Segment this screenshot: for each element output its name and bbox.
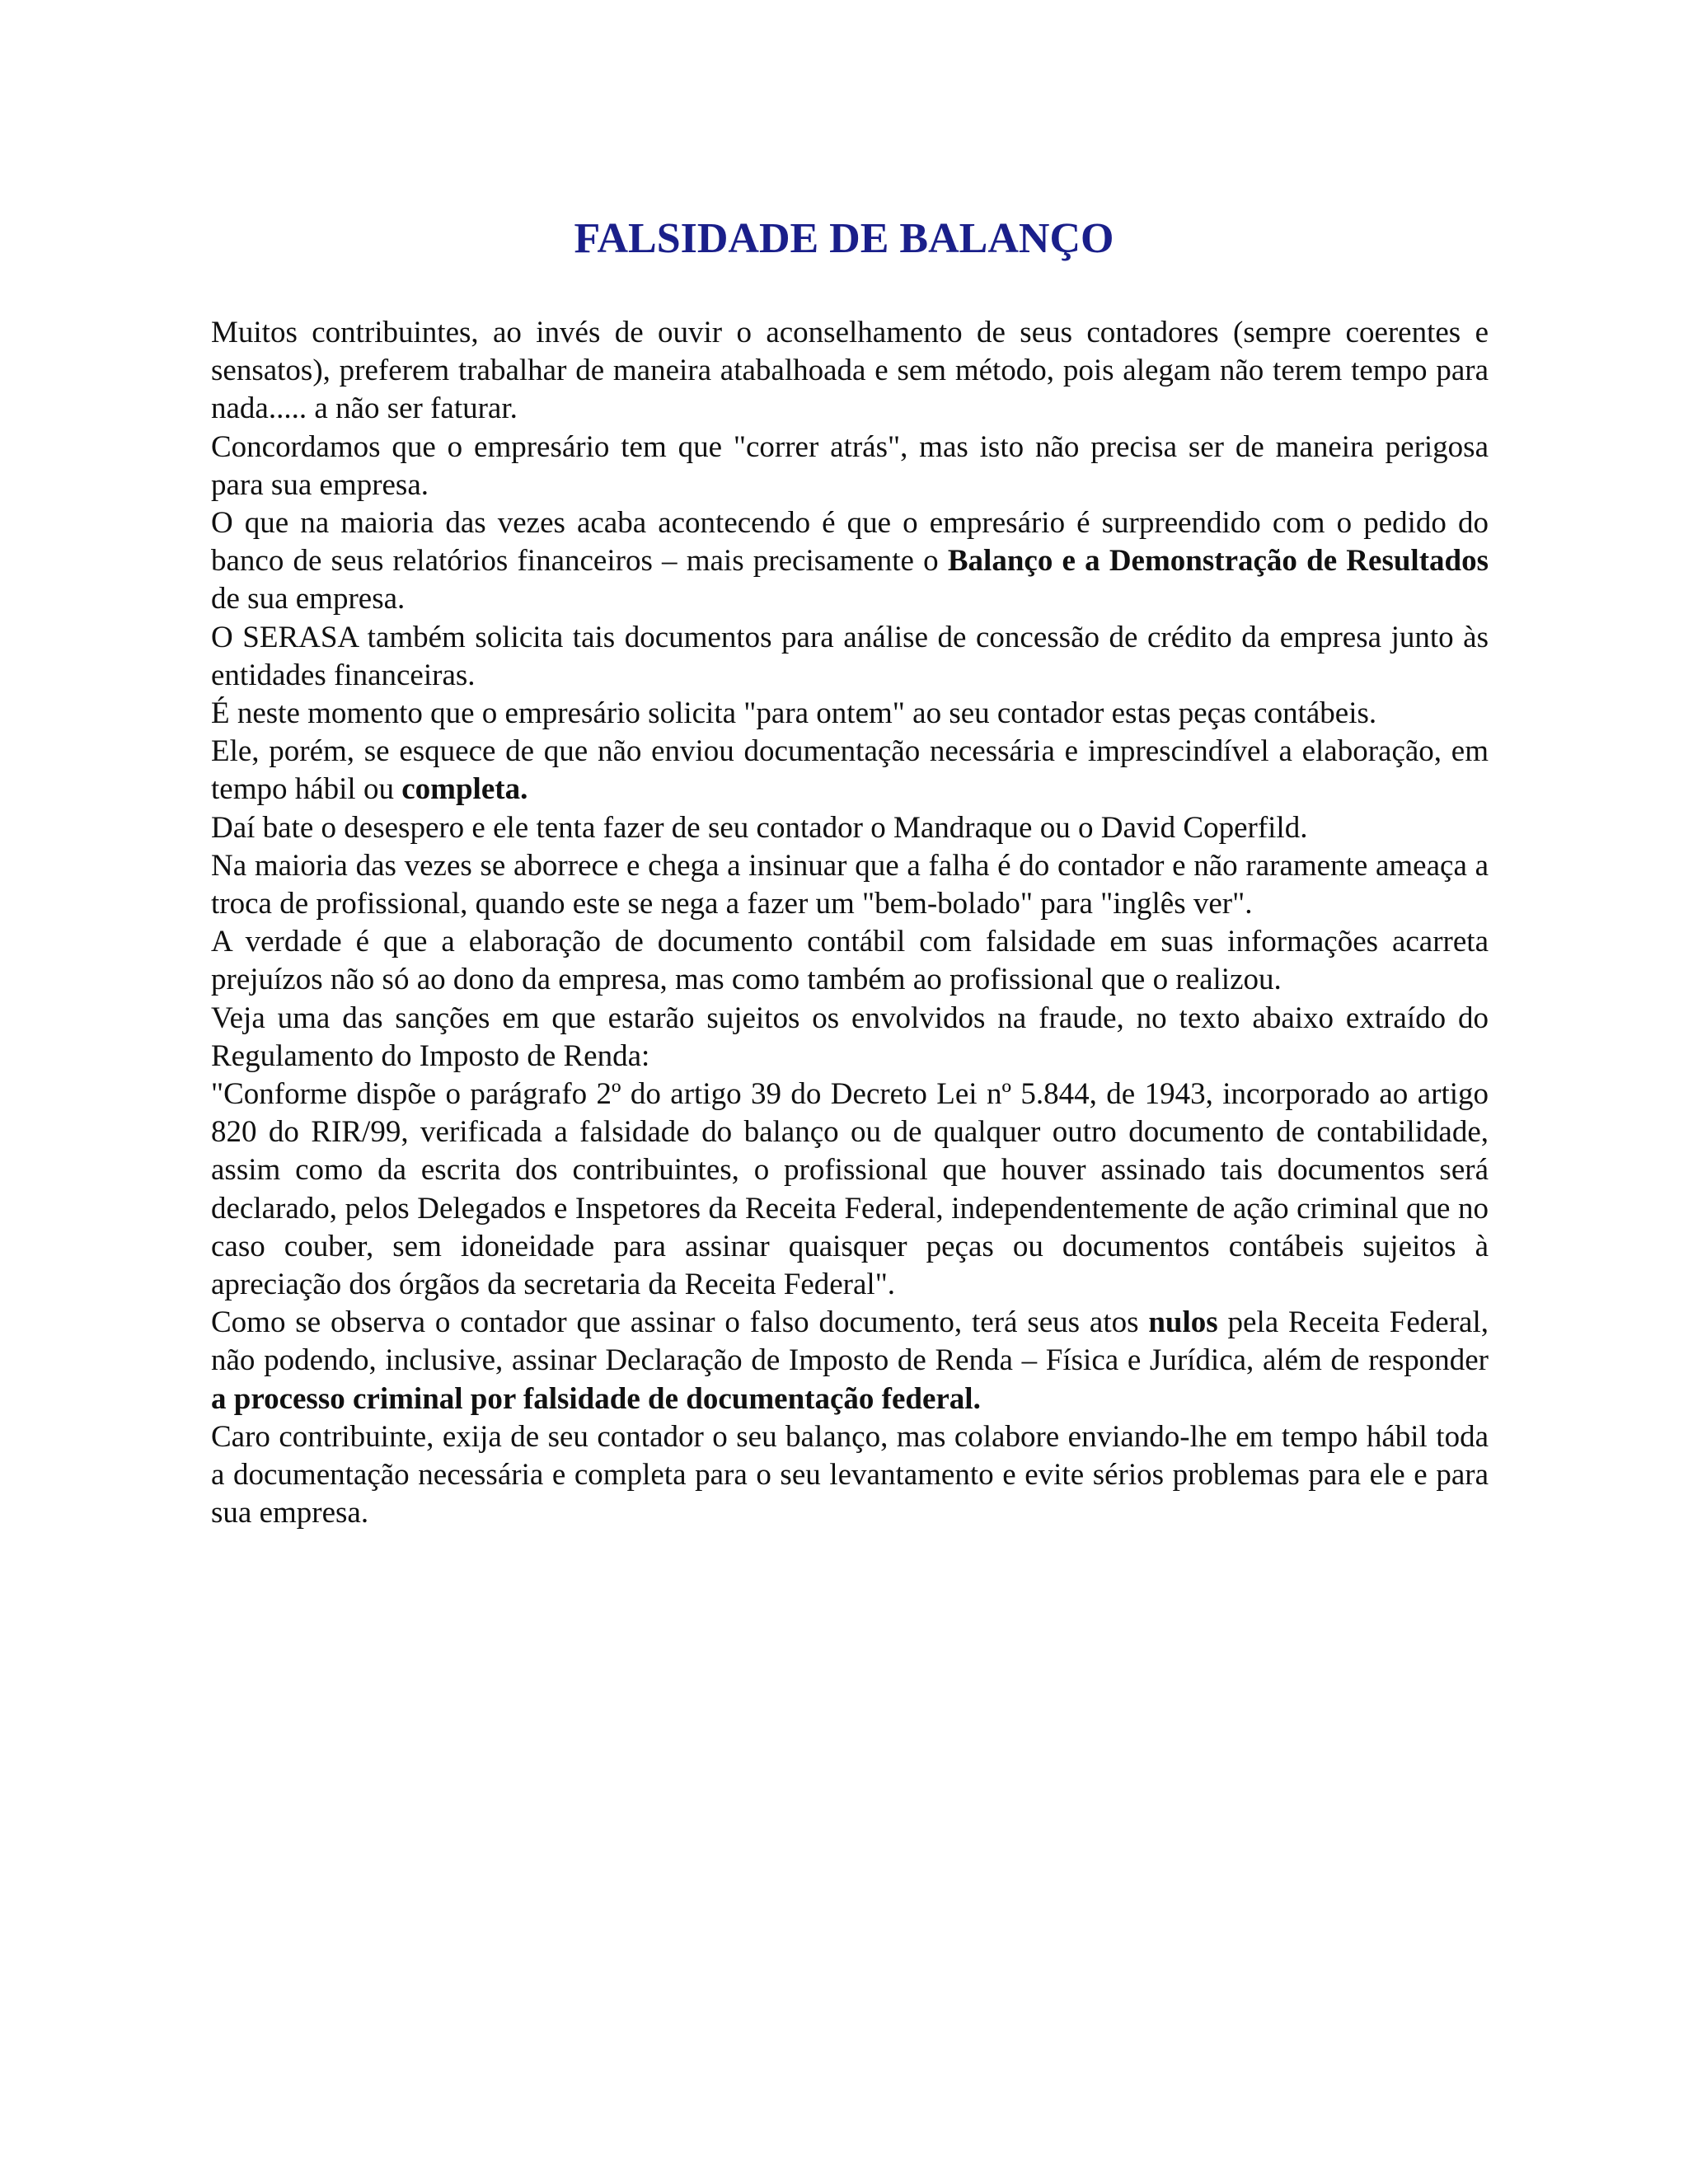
page-title: FALSIDADE DE BALANÇO: [574, 215, 1114, 262]
paragraph-11-quote: "Conforme dispõe o parágrafo 2º do artigo 39 do Decreto Lei nº 5.844, de 1943, incorporado ao artigo 820 do RIR/99, verificada a falsidade do balanço ou de qualquer outro documento de contabilidade, assim como da escrita dos contribuintes, o profissional que houver assinado tais documentos será declarado, pelos Delegados e Inspetores da Receita Federal, independentemente de ação criminal que no caso couber, sem idoneidade para assinar quaisquer peças ou documentos contábeis sujeitos à apreciação dos órgãos da secretaria da Receita Federal".: [211, 1077, 1489, 1302]
paragraph-5: É neste momento que o empresário solicita "para ontem" ao seu contador estas peças contábeis.: [211, 696, 1377, 731]
paragraph-12-text-mid: pela Receita Federal, não podendo, inclusive, assinar Declaração de Imposto de Renda – Física e Jurídica, além de responder: [211, 1305, 1489, 1378]
paragraph-3-bold: Balanço e a Demonstração de Resultados: [947, 544, 1489, 579]
paragraph-6-text-start: Ele, porém, se esquece de que não enviou documentação necessária e imprescindível a elaboração, em tempo hábil ou: [211, 734, 1489, 807]
paragraph-3: [211, 504, 1489, 619]
paragraph-13: Caro contribuinte, exija de seu contador o seu balanço, mas colabore enviando-lhe em tempo hábil toda a documentação necessária e completa para o seu levantamento e evite sérios problemas para ele e para sua empresa.: [211, 1419, 1489, 1530]
paragraph-3-text-start: O que na maioria das vezes acaba acontecendo é que o empresário é surpreendido com o pedido do banco de seus relatórios financeiros – mais precisamente o: [211, 506, 1489, 579]
paragraph-12-bold-nulos: nulos: [1148, 1305, 1218, 1340]
paragraph-3-text-end: de sua empresa.: [211, 582, 406, 616]
paragraph-10: Veja uma das sanções em que estarão sujeitos os envolvidos na fraude, no texto abaixo extraído do Regulamento do Imposto de Renda:: [211, 1001, 1489, 1073]
paragraph-7: Daí bate o desespero e ele tenta fazer de seu contador o Mandraque ou o David Coperfild.: [211, 810, 1308, 845]
paragraph-1: Muitos contribuintes, ao invés de ouvir o aconselhamento de seus contadores (sempre coerentes e sensatos), preferem trabalhar de maneira atabalhoada e sem método, pois alegam não terem tempo para nada..... a não ser faturar.: [211, 316, 1489, 426]
paragraph-8: Na maioria das vezes se aborrece e chega a insinuar que a falha é do contador e não raramente ameaça a troca de profissional, quando este se nega a fazer um "bem-bolado" para "inglês ver".: [211, 848, 1489, 921]
document-body: [211, 314, 1489, 1533]
paragraph-6: [211, 733, 1489, 808]
paragraph-4: O SERASA também solicita tais documentos para análise de concessão de crédito da empresa junto às entidades financeiras.: [211, 620, 1489, 692]
paragraph-12-text-start: Como se observa o contador que assinar o falso documento, terá seus atos: [211, 1305, 1149, 1340]
paragraph-2: Concordamos que o empresário tem que "correr atrás", mas isto não precisa ser de maneira perigosa para sua empresa.: [211, 429, 1489, 502]
paragraph-12: [211, 1304, 1489, 1418]
paragraph-9: A verdade é que a elaboração de documento contábil com falsidade em suas informações acarreta prejuízos não só ao dono da empresa, mas como também ao profissional que o realizou.: [211, 925, 1489, 997]
paragraph-6-bold: completa.: [401, 772, 528, 807]
paragraph-12-bold-end: a processo criminal por falsidade de documentação federal.: [211, 1381, 981, 1416]
